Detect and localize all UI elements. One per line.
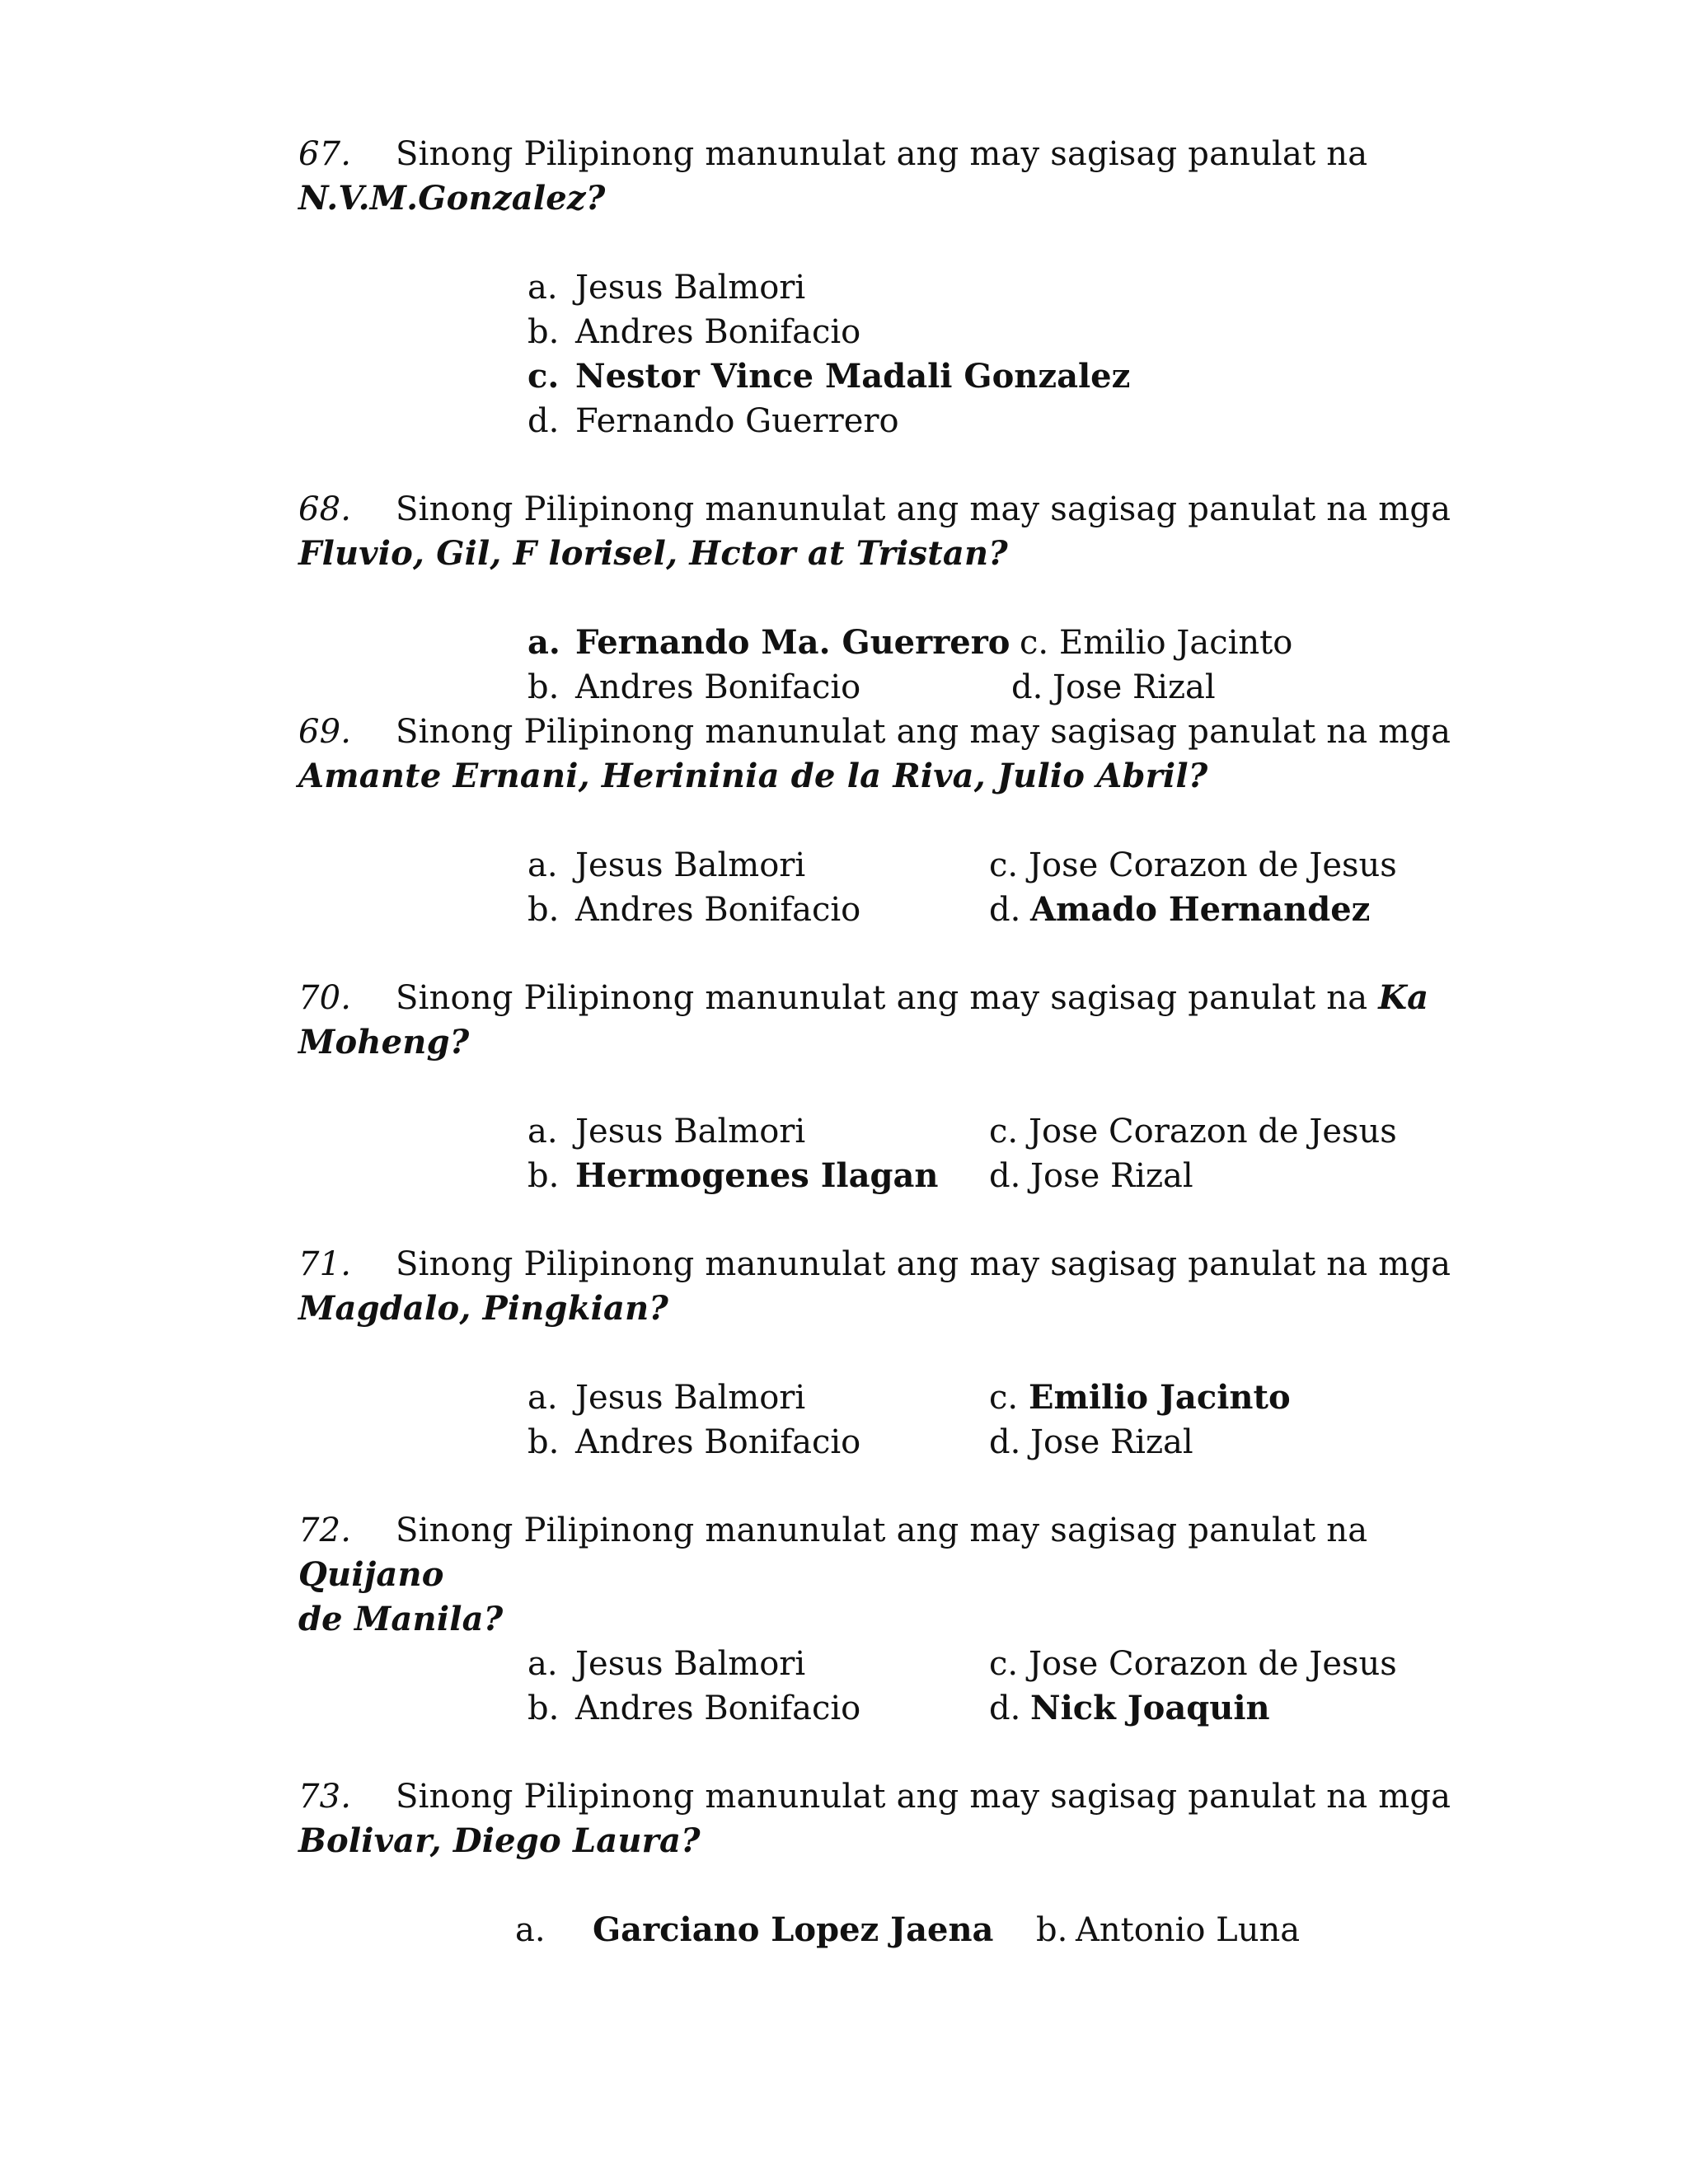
option-a: a. Jesus Balmori [528,846,806,884]
question-number: 73. [298,1778,352,1816]
option-a-answer: a. Garciano Lopez Jaena [515,1910,994,1949]
option-b-answer: b. Hermogenes Ilagan [528,1156,939,1195]
pen-name-inline: Ka [1378,978,1429,1017]
pen-name: Moheng? [298,1023,470,1062]
question-text: Sinong Pilipinong manunulat ang may sagisag panulat na [396,135,1368,173]
option-b: b. Andres Bonifacio [528,313,861,351]
option-d-answer: d. Nick Joaquin [989,1689,1270,1727]
question-69 [298,710,1510,799]
option-d-answer: d. Amado Hernandez [989,890,1371,929]
question-72 [298,1508,1510,1642]
question-number: 71. [298,1245,352,1283]
option-d: d. Fernando Guerrero [528,402,899,440]
question-text: Sinong Pilipinong manunulat ang may sagisag panulat na [396,1511,1368,1549]
option-b: b. Andres Bonifacio [528,1690,861,1727]
question-68 [298,487,1510,576]
option-b: b. Andres Bonifacio [528,668,861,706]
question-text: Sinong Pilipinong manunulat ang may sagisag panulat na mga [396,713,1451,751]
question-73 [298,1774,1510,1863]
option-c: c. Emilio Jacinto [1020,624,1293,662]
option-b: b. Antonio Luna [1036,1911,1301,1949]
question-70 [298,976,1510,1065]
option-a: a. Jesus Balmori [528,269,806,307]
option-c-answer: c. Emilio Jacinto [989,1378,1291,1417]
option-c: c. Jose Corazon de Jesus [989,1113,1397,1151]
option-b: b. Andres Bonifacio [528,891,861,929]
pen-name: N.V.M.Gonzalez? [298,179,606,218]
option-a-answer: a. Fernando Ma. Guerrero [528,623,1010,662]
option-b: b. Andres Bonifacio [528,1423,861,1461]
question-71 [298,1242,1510,1331]
question-text: Sinong Pilipinong manunulat ang may sagisag panulat na mga [396,1245,1451,1283]
pen-name: Bolivar, Diego Laura? [298,1821,701,1860]
option-d: d. Jose Rizal [1011,668,1216,706]
question-number: 70. [298,979,352,1017]
option-a: a. Jesus Balmori [528,1645,806,1683]
pen-name: Magdalo, Pingkian? [298,1289,669,1328]
pen-name: Amante Ernani, Herininia de la Riva, Julio Abril? [298,757,1208,795]
question-number: 72. [298,1511,352,1549]
question-text: Sinong Pilipinong manunulat ang may sagisag panulat na [396,979,1368,1017]
question-67 [298,132,1510,221]
option-c-answer: c. Nestor Vince Madali Gonzalez [528,357,1131,396]
pen-name-inline: Quijano [298,1555,444,1594]
option-d: d. Jose Rizal [989,1157,1193,1195]
question-number: 68. [298,490,352,528]
question-number: 69. [298,713,352,751]
option-a: a. Jesus Balmori [528,1113,806,1151]
option-c: c. Jose Corazon de Jesus [989,846,1397,884]
question-text: Sinong Pilipinong manunulat ang may sagisag panulat na mga [396,490,1451,528]
pen-name: de Manila? [298,1600,504,1638]
question-text: Sinong Pilipinong manunulat ang may sagisag panulat na mga [396,1778,1451,1816]
pen-name: Fluvio, Gil, F lorisel, Hctor at Tristan? [298,534,1008,573]
option-a: a. Jesus Balmori [528,1379,806,1417]
option-c: c. Jose Corazon de Jesus [989,1645,1397,1683]
question-number: 67. [298,135,352,173]
option-d: d. Jose Rizal [989,1423,1193,1461]
